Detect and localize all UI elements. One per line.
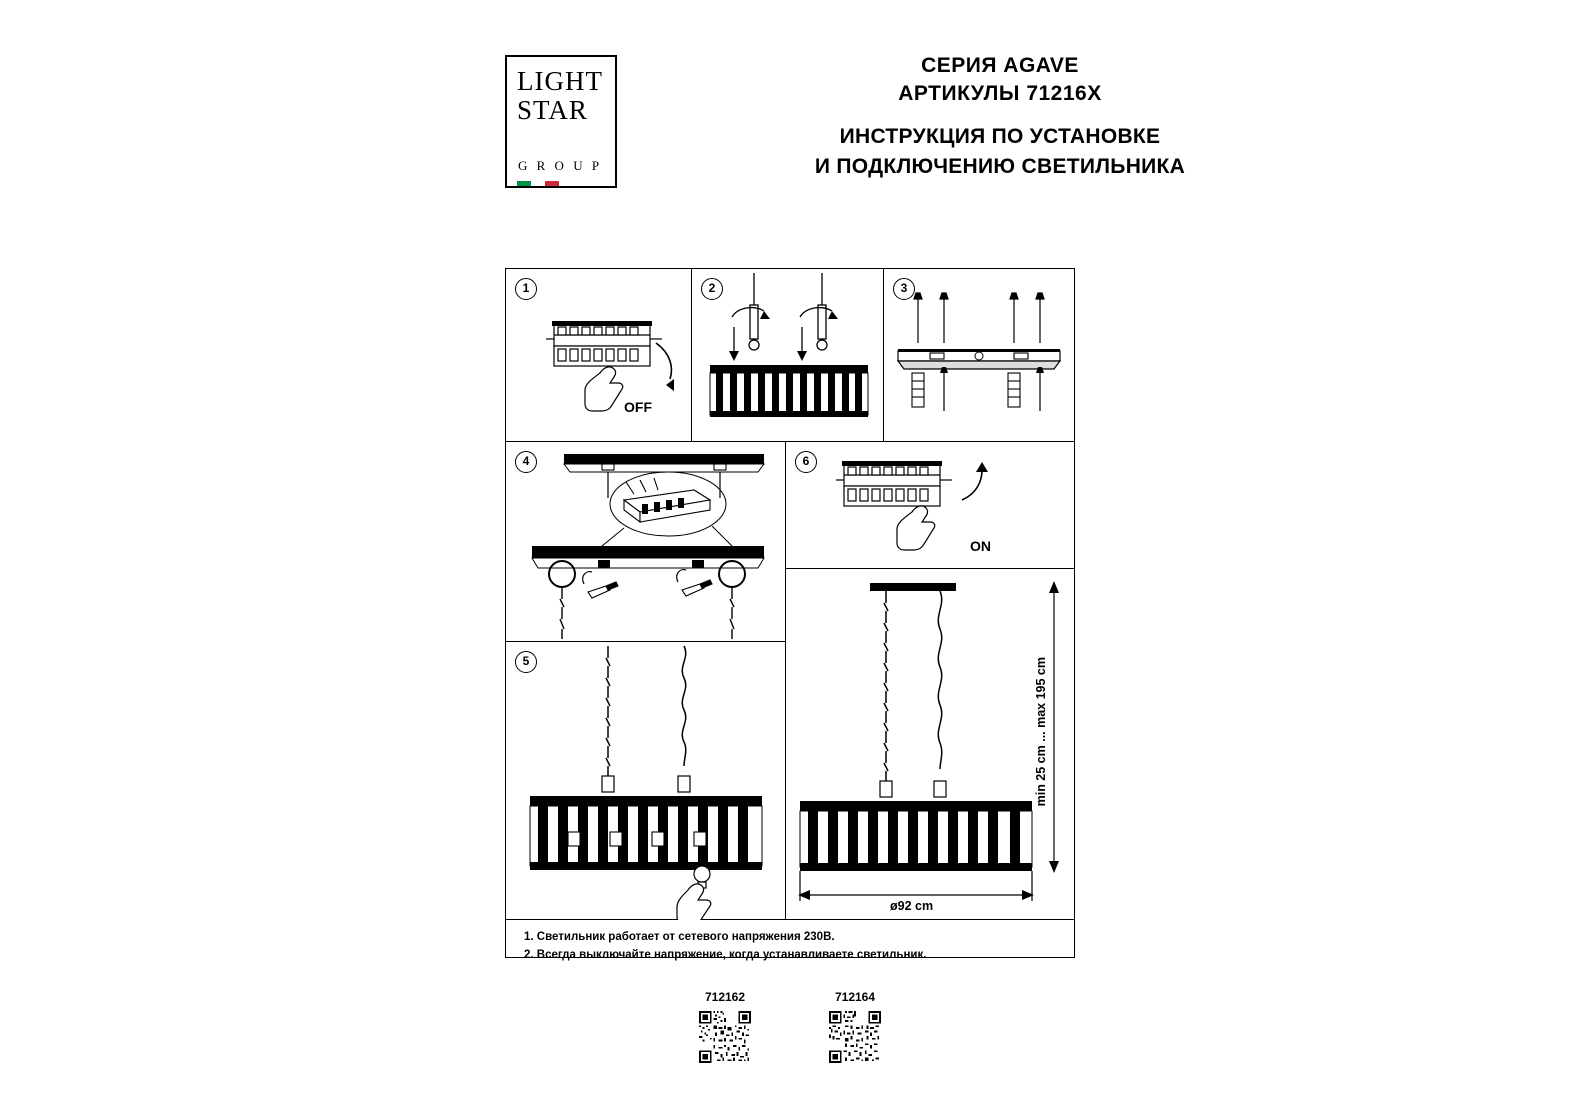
step-1-label: OFF <box>624 399 652 415</box>
qr-label-712162: 712162 <box>704 990 746 1004</box>
step-6-number: 6 <box>795 451 817 473</box>
footer-qr-section <box>680 990 900 1063</box>
step-5-number: 5 <box>515 651 537 673</box>
height-dimension-label: min 25 cm ... max 195 cm <box>1034 657 1048 807</box>
step-3-cell <box>884 269 1074 442</box>
brand-logo <box>505 55 617 188</box>
qr-item-712162 <box>680 990 770 1063</box>
logo-group-text: G R O U P <box>518 158 603 173</box>
step-4-cell <box>506 442 786 642</box>
note-2: 2. Всегда выключайте напряжение, когда устанавливаете светильник. <box>524 949 927 961</box>
dimension-drawing-cell <box>786 569 1074 920</box>
step-6-cell <box>786 442 1074 569</box>
step-3-number: 3 <box>893 278 915 300</box>
step-4-number: 4 <box>515 451 537 473</box>
page-title-line-2: И ПОДКЛЮЧЕНИЮ СВЕТИЛЬНИКА <box>814 155 1186 178</box>
page-title-line-1: ИНСТРУКЦИЯ ПО УСТАНОВКЕ <box>839 125 1161 148</box>
logo-line-1: LIGHT <box>517 66 603 96</box>
note-1: 1. Светильник работает от сетевого напряжения 230В. <box>524 931 835 943</box>
qr-code-icon[interactable] <box>699 1011 751 1063</box>
step-2-number: 2 <box>701 278 723 300</box>
article-label: АРТИКУЛЫ 71216X <box>898 82 1102 105</box>
qr-item-712164 <box>810 990 900 1063</box>
logo-line-2: STAR <box>517 95 588 125</box>
series-label: СЕРИЯ AGAVE <box>921 54 1079 77</box>
step-1-cell <box>506 269 692 442</box>
diameter-dimension-label: ø92 cm <box>890 899 934 913</box>
steps-frame <box>505 268 1075 961</box>
logo-wordmark <box>517 67 603 125</box>
notes-block <box>524 928 926 964</box>
italian-flag-icon <box>517 181 559 186</box>
step-1-number: 1 <box>515 278 537 300</box>
qr-label-712164: 712164 <box>834 990 876 1004</box>
document-header <box>640 52 1360 182</box>
qr-code-icon[interactable] <box>829 1011 881 1063</box>
page-title <box>640 122 1360 182</box>
step-2-cell <box>692 269 884 442</box>
notes-cell <box>506 920 1074 961</box>
step-5-cell <box>506 642 786 920</box>
step-6-label: ON <box>970 538 991 554</box>
